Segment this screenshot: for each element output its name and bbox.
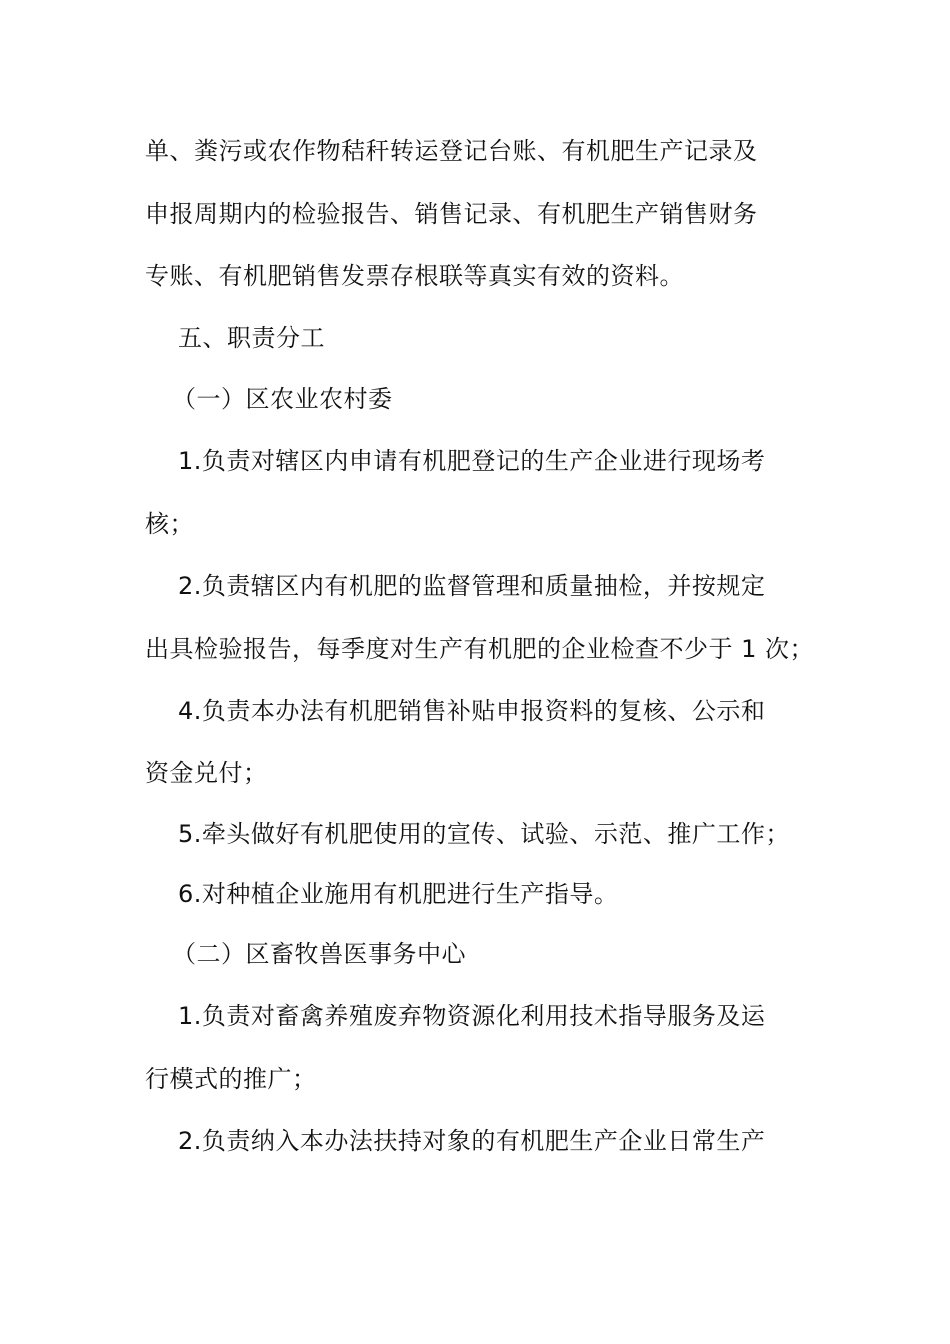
paragraph-line: 行模式的推广； [145,1065,317,1093]
paragraph-line: 2.负责辖区内有机肥的监督管理和质量抽检，并按规定 [178,572,766,600]
paragraph-line: 单、粪污或农作物秸秆转运登记台账、有机肥生产记录及 [145,137,758,165]
subsection-heading: （二）区畜牧兽医事务中心 [172,940,466,968]
paragraph-line: 2.负责纳入本办法扶持对象的有机肥生产企业日常生产 [178,1127,766,1155]
paragraph-line: 6.对种植企业施用有机肥进行生产指导。 [178,880,619,908]
paragraph-line: 1.负责对畜禽养殖废弃物资源化利用技术指导服务及运 [178,1002,766,1030]
paragraph-line: 核； [145,510,194,538]
paragraph-line: 5.牵头做好有机肥使用的宣传、试验、示范、推广工作； [178,820,790,848]
paragraph-line: 申报周期内的检验报告、销售记录、有机肥生产销售财务 [145,200,758,228]
paragraph-line: 专账、有机肥销售发票存根联等真实有效的资料。 [145,262,684,290]
paragraph-line: 1.负责对辖区内申请有机肥登记的生产企业进行现场考 [178,447,766,475]
section-heading: 五、职责分工 [178,324,325,352]
subsection-heading: （一）区农业农村委 [172,385,393,413]
paragraph-line: 资金兑付； [145,759,268,787]
paragraph-line: 出具检验报告，每季度对生产有机肥的企业检查不少于 1 次； [145,635,815,663]
paragraph-line: 4.负责本办法有机肥销售补贴申报资料的复核、公示和 [178,697,766,725]
